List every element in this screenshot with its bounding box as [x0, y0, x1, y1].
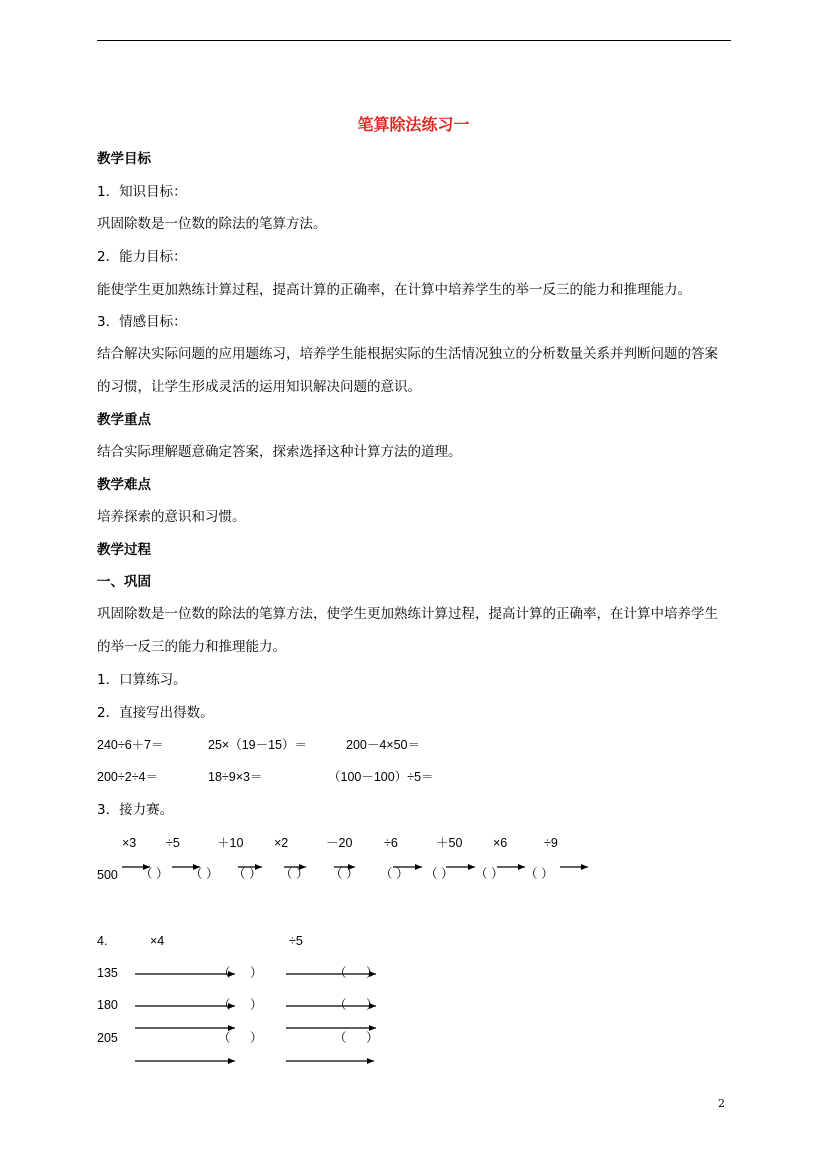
goal2-text: 能使学生更加熟练计算过程，提高计算的正确率，在计算中培养学生的举一反三的能力和推理能力。 [97, 282, 691, 298]
key-heading: 教学重点 [97, 412, 151, 428]
process-heading: 教学过程 [97, 542, 151, 558]
relay-op-7: ＋50 [436, 836, 463, 850]
expr-1-2: 25×（19－15）＝ [208, 738, 308, 752]
item3: 3．接力赛。 [97, 802, 174, 818]
page-number: 2 [718, 1097, 725, 1110]
review-heading: 一、巩固 [97, 574, 151, 590]
expr-2-2: 18÷9×3＝ [208, 770, 263, 784]
goals-heading: 教学目标 [97, 151, 151, 167]
relay-op-6: ÷6 [384, 836, 398, 850]
goal1-text: 巩固除数是一位数的除法的笔算方法。 [97, 216, 327, 232]
item4-blank-1b: （ ） [334, 966, 387, 980]
goal3-text: 结合解决实际问题的应用题练习，培养学生能根据实际的生活情况独立的分析数量关系并判断问题的答案的习惯，让学生形成灵活的运用知识解决问题的意识。 [97, 346, 718, 395]
relay-blank-2: （ ） [190, 867, 219, 881]
item4-op-1: ×4 [150, 934, 165, 948]
relay-op-4: ×2 [274, 836, 289, 850]
relay-blank-7: （ ） [425, 867, 454, 881]
relay-start: 500 [97, 868, 118, 882]
relay-op-9: ÷9 [544, 836, 558, 850]
item4-number-3: 205 [97, 1031, 118, 1045]
relay-op-5: －20 [326, 836, 353, 850]
goal2-label: 2．能力目标： [97, 249, 187, 265]
relay-blank-1: （ ） [140, 867, 169, 881]
item4-op-2: ÷5 [289, 934, 303, 948]
relay-blank-5: （ ） [330, 867, 359, 881]
expr-2-3: （100－100）÷5＝ [328, 770, 434, 784]
item4-number-2: 180 [97, 998, 118, 1012]
item4-blank-3a: （ ） [218, 1031, 271, 1045]
relay-blank-3: （ ） [233, 867, 262, 881]
relay-blank-8: （ ） [475, 867, 504, 881]
item4-label: 4. [97, 934, 108, 948]
relay-blank-9: （ ） [525, 867, 554, 881]
relay-op-8: ×6 [493, 836, 508, 850]
relay-op-3: ＋10 [217, 836, 244, 850]
relay-op-1: ×3 [122, 836, 137, 850]
item4-blank-3b: （ ） [334, 1031, 387, 1045]
goal3-label: 3．情感目标： [97, 314, 187, 330]
item4-number-1: 135 [97, 966, 118, 980]
relay-blank-4: （ ） [280, 867, 309, 881]
item4-blank-2b: （ ） [334, 998, 387, 1012]
relay-op-2: ÷5 [166, 836, 180, 850]
item2: 2．直接写出得数。 [97, 705, 214, 721]
relay-blank-6: （ ） [380, 867, 409, 881]
difficulty-heading: 教学难点 [97, 477, 151, 493]
goal1-label: 1．知识目标： [97, 184, 187, 200]
expr-2-1: 200÷2÷4＝ [97, 770, 158, 784]
review-text: 巩固除数是一位数的除法的笔算方法，使学生更加熟练计算过程，提高计算的正确率，在计算中培养学生的举一反三的能力和推理能力。 [97, 606, 718, 655]
expr-1-3: 200－4×50＝ [346, 738, 421, 752]
page-title: 笔算除法练习一 [357, 115, 470, 134]
key-text: 结合实际理解题意确定答案，探索选择这种计算方法的道理。 [97, 444, 462, 460]
expr-1-1: 240÷6＋7＝ [97, 738, 164, 752]
item1: 1．口算练习。 [97, 672, 187, 688]
item4-blank-2a: （ ） [218, 998, 271, 1012]
item4-blank-1a: （ ） [218, 966, 271, 980]
difficulty-text: 培养探索的意识和习惯。 [97, 509, 246, 525]
